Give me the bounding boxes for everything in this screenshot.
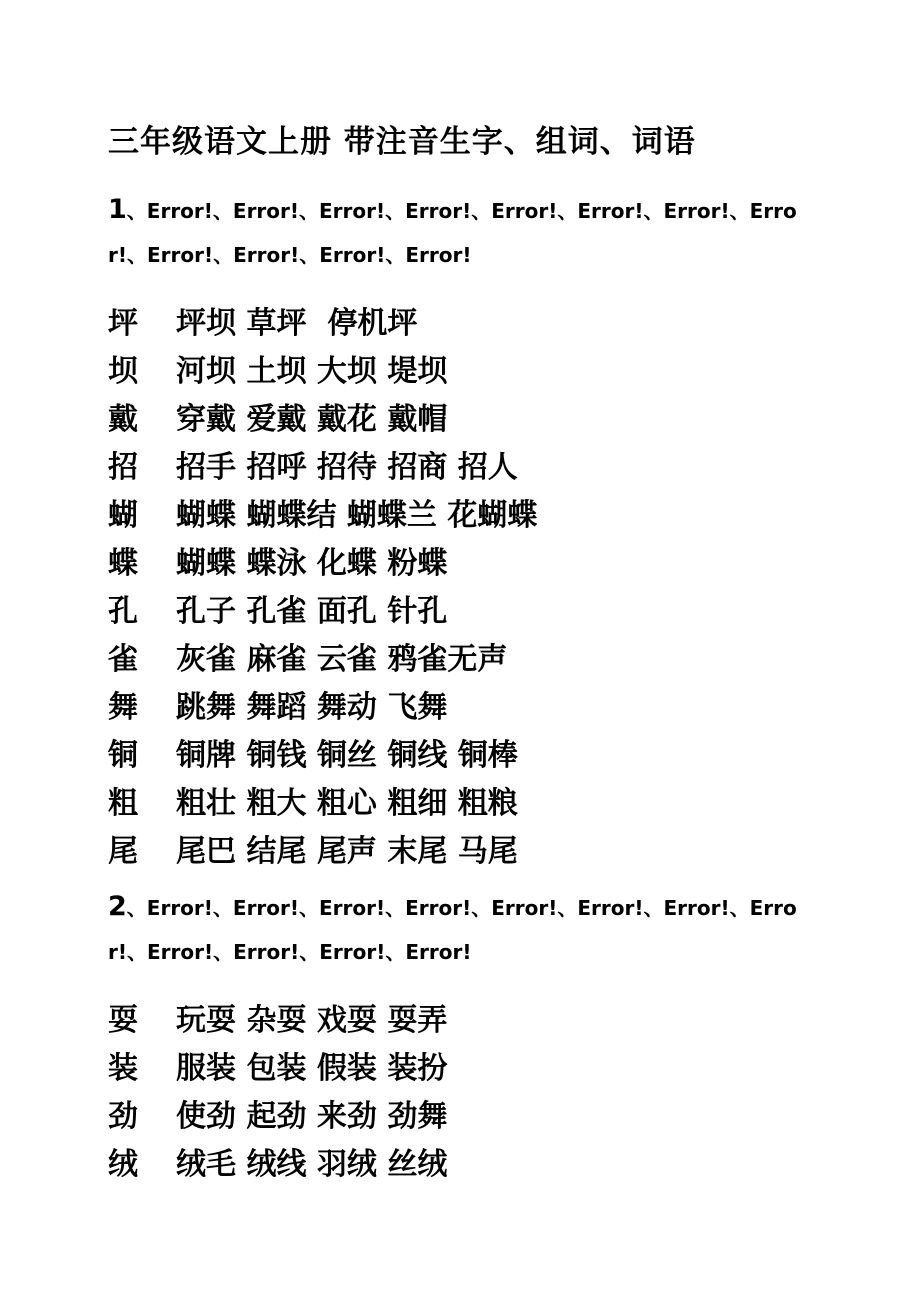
word-row xyxy=(108,684,537,732)
section-heading-text: 、Error!、Error!、Error!、Error!、Error!、Error!、Error!、Error!、Error!、Error!、Error!、Error! xyxy=(108,896,797,964)
word-group: 穿戴 爱戴 戴花 戴帽 xyxy=(176,402,448,437)
word-group: 使劲 起劲 来劲 劲舞 xyxy=(176,1099,448,1134)
word-row xyxy=(108,828,537,876)
character: 舞 xyxy=(108,690,138,725)
character: 蝴 xyxy=(108,498,138,533)
word-group: 孔子 孔雀 面孔 针孔 xyxy=(176,594,448,629)
character: 粗 xyxy=(108,786,138,821)
character: 坪 xyxy=(108,306,138,341)
character: 蝶 xyxy=(108,546,138,581)
word-row xyxy=(108,1045,447,1093)
section-2-word-list xyxy=(108,997,447,1189)
character: 铜 xyxy=(108,738,138,773)
word-row xyxy=(108,1141,447,1189)
word-row xyxy=(108,492,537,540)
document-title: 三年级语文上册 带注音生字、组词、词语 xyxy=(108,124,696,160)
word-group: 尾巴 结尾 尾声 末尾 马尾 xyxy=(176,834,518,869)
word-group: 招手 招呼 招待 招商 招人 xyxy=(176,450,518,485)
word-group: 蝴蝶 蝶泳 化蝶 粉蝶 xyxy=(176,546,448,581)
character: 绒 xyxy=(108,1147,138,1182)
section-1-heading xyxy=(108,188,820,277)
word-group: 灰雀 麻雀 云雀 鸦雀无声 xyxy=(176,642,508,677)
word-group: 坪坝 草坪 停机坪 xyxy=(176,306,418,341)
character: 坝 xyxy=(108,354,138,389)
character: 劲 xyxy=(108,1099,138,1134)
character: 孔 xyxy=(108,594,138,629)
section-1-word-list xyxy=(108,300,537,876)
character: 耍 xyxy=(108,1003,138,1038)
word-group: 跳舞 舞蹈 舞动 飞舞 xyxy=(176,690,448,725)
character: 雀 xyxy=(108,642,138,677)
word-row xyxy=(108,997,447,1045)
character: 招 xyxy=(108,450,138,485)
word-row xyxy=(108,300,537,348)
word-group: 粗壮 粗大 粗心 粗细 粗粮 xyxy=(176,786,518,821)
word-group: 玩耍 杂耍 戏耍 耍弄 xyxy=(176,1003,448,1038)
word-row xyxy=(108,732,537,780)
section-number: 1 xyxy=(108,194,127,225)
section-number: 2 xyxy=(108,891,127,922)
section-heading-text: 、Error!、Error!、Error!、Error!、Error!、Error!、Error!、Error!、Error!、Error!、Error!、Error! xyxy=(108,199,797,267)
character: 戴 xyxy=(108,402,138,437)
word-row xyxy=(108,396,537,444)
word-row xyxy=(108,1093,447,1141)
character: 装 xyxy=(108,1051,138,1086)
word-group: 河坝 土坝 大坝 堤坝 xyxy=(176,354,448,389)
word-row xyxy=(108,636,537,684)
word-group: 服装 包装 假装 装扮 xyxy=(176,1051,448,1086)
word-group: 铜牌 铜钱 铜丝 铜线 铜棒 xyxy=(176,738,518,773)
word-row xyxy=(108,348,537,396)
section-2-heading xyxy=(108,885,820,974)
word-row xyxy=(108,444,537,492)
word-group: 蝴蝶 蝴蝶结 蝴蝶兰 花蝴蝶 xyxy=(176,498,538,533)
word-row xyxy=(108,540,537,588)
word-row xyxy=(108,780,537,828)
character: 尾 xyxy=(108,834,138,869)
word-group: 绒毛 绒线 羽绒 丝绒 xyxy=(176,1147,448,1182)
word-row xyxy=(108,588,537,636)
